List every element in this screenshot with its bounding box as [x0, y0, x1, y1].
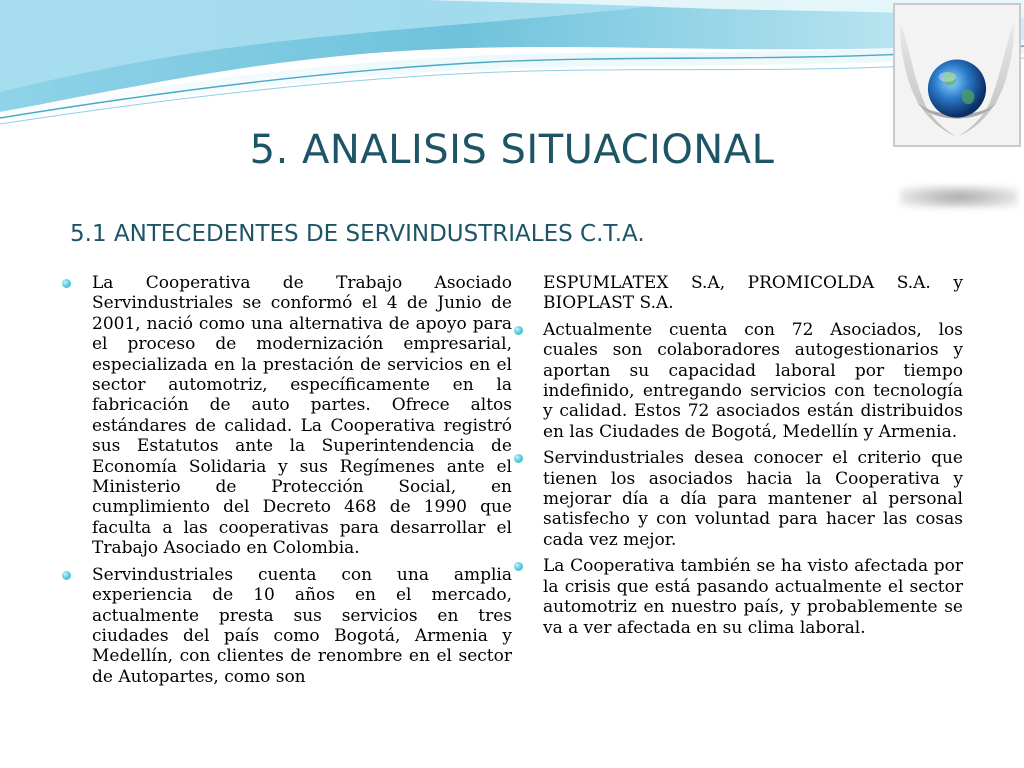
bullet-dot-icon [514, 562, 523, 571]
list-item [514, 320, 963, 442]
right-text-column [514, 273, 963, 644]
bullet-dot-icon [514, 326, 523, 335]
bullet-text: Servindustriales desea conocer el criterio que tienen los asociados hacia la Cooperativa y mejorar día a día para mantener al personal satisfecho y con voluntad para hacer las cosas cada vez mejor. [543, 448, 963, 550]
bullet-dot-icon [514, 454, 523, 463]
bullet-text: La Cooperativa también se ha visto afectada por la crisis que está pasando actualmente el sector automotriz en nuestro país, y probablemente se va a ver afectada en su clima laboral. [543, 556, 963, 638]
decorative-shadow [900, 186, 1018, 208]
list-item [514, 556, 963, 638]
list-item [514, 448, 963, 550]
bullet-text: La Cooperativa de Trabajo Asociado Servindustriales se conformó el 4 de Junio de 2001, nació como una alternativa de apoyo para el proceso de modernización empresarial, especializada en la prestación de servicios en el sector automotriz, específicamente en la fabricación de auto partes. Ofrece altos estándares de calidad. La Cooperativa registró sus Estatutos ante la Superintendencia de Economía Solidaria y sus Regímenes ante el Ministerio de Protección Social, en cumplimiento del Decreto 468 de 1990 que faculta a las cooperativas para desarrollar el Trabajo Asociado en Colombia. [92, 273, 512, 559]
list-item [60, 273, 512, 559]
bullet-dot-icon [62, 279, 71, 288]
bullet-text: Servindustriales cuenta con una amplia experiencia de 10 años en el mercado, actualmente presta sus servicios en tres ciudades del país como Bogotá, Armenia y Medellín, con clientes de renombre en el sector de Autopartes, como son [92, 564, 512, 687]
slide-title: 5. ANALISIS SITUACIONAL [249, 127, 775, 173]
left-bullet-list [60, 273, 512, 687]
right-bullet-list [514, 273, 963, 638]
list-item-continuation [514, 273, 963, 314]
left-text-column [60, 273, 512, 693]
header-wave-graphic [0, 0, 1024, 140]
list-item [60, 565, 512, 687]
slide-subtitle: 5.1 ANTECEDENTES DE SERVINDUSTRIALES C.T.A. [70, 221, 645, 247]
bullet-dot-icon [62, 571, 71, 580]
hands-globe-image [893, 3, 1021, 147]
bullet-text: Actualmente cuenta con 72 Asociados, los cuales son colaboradores autogestionarios y aportan su capacidad laboral por tiempo indefinido, entregando servicios con tecnología y calidad. Estos 72 asociados están distribuidos en las Ciudades de Bogotá, Medellín y Armenia. [543, 319, 963, 442]
continuation-text: ESPUMLATEX S.A, PROMICOLDA S.A. y BIOPLAST S.A. [543, 273, 963, 314]
